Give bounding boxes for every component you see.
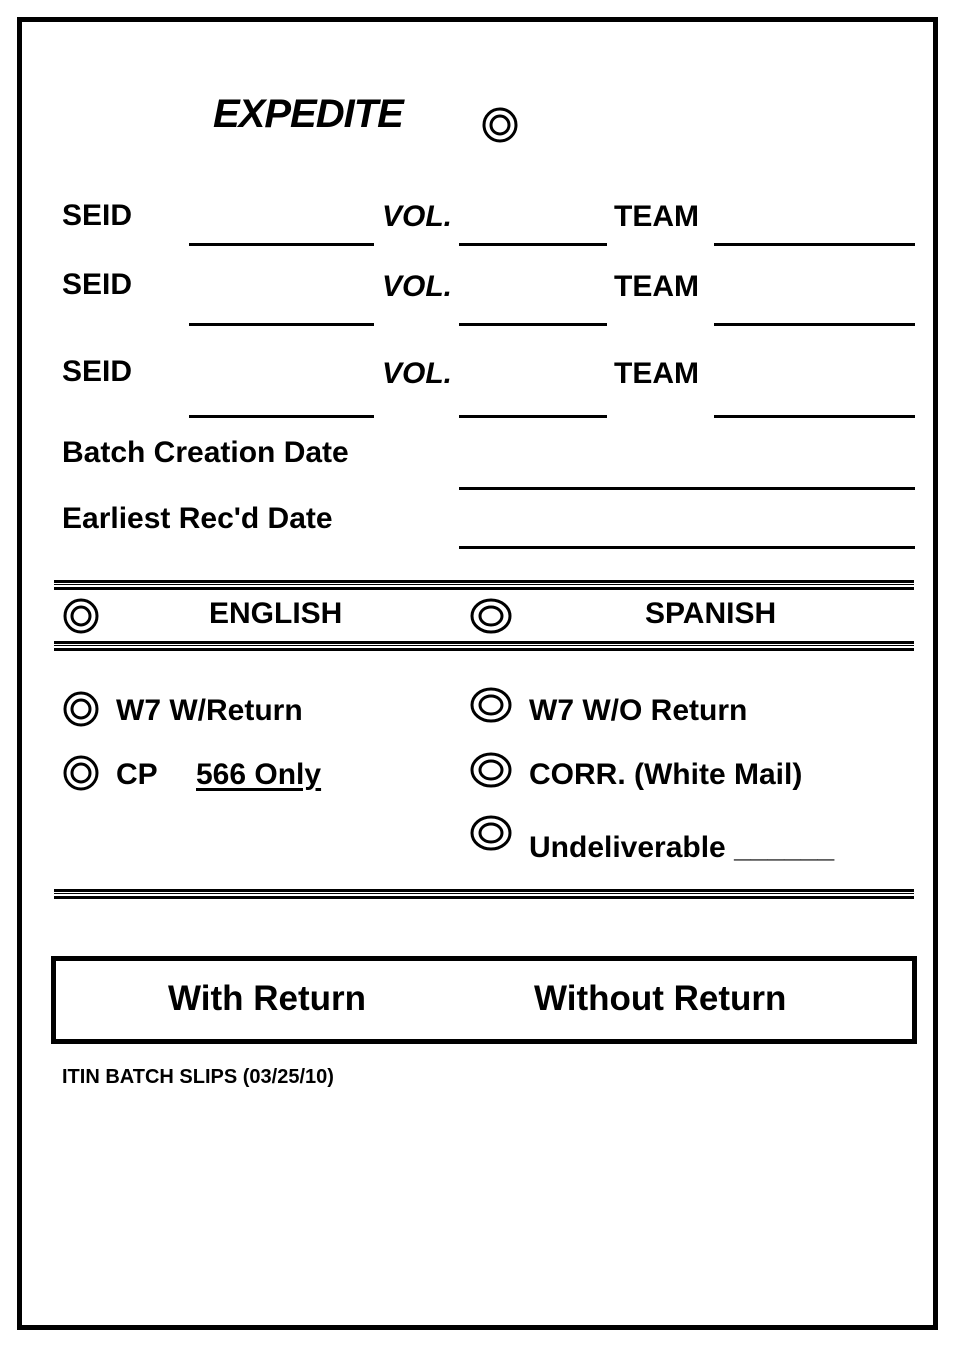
without-return-option[interactable]: Without Return (534, 979, 787, 1018)
team-label-2: TEAM (614, 270, 699, 303)
seid-label-3: SEID (62, 355, 133, 388)
earliest-recd-date-label: Earliest Rec'd Date (62, 502, 333, 535)
vol-field-1[interactable] (459, 243, 607, 246)
w7-with-return-radio[interactable] (62, 690, 100, 728)
cp-label: CP (116, 758, 158, 791)
divider-top (54, 580, 914, 590)
team-label-3: TEAM (614, 357, 699, 390)
spanish-label: SPANISH (645, 597, 777, 630)
team-label-1: TEAM (614, 200, 699, 233)
vol-label-1: VOL. (382, 200, 453, 233)
seid-label-1: SEID (62, 199, 133, 232)
w7-without-return-label: W7 W/O Return (529, 694, 748, 727)
expedite-title: EXPEDITE (213, 92, 403, 136)
w7-without-return-radio[interactable] (469, 686, 507, 724)
radio-circle-icon (469, 597, 513, 635)
seid-field-3[interactable] (189, 415, 374, 418)
radio-circle-icon (62, 690, 100, 728)
radio-circle-icon (62, 754, 100, 792)
english-radio[interactable] (62, 597, 100, 635)
corr-white-mail-label: CORR. (White Mail) (529, 758, 803, 791)
vol-label-3: VOL. (382, 357, 453, 390)
batch-creation-date-field[interactable] (459, 487, 915, 490)
radio-circle-icon (469, 751, 513, 789)
spanish-radio[interactable] (469, 597, 507, 635)
radio-circle-icon (481, 106, 519, 144)
undeliverable-label: Undeliverable ______ (529, 831, 835, 864)
radio-circle-icon (469, 686, 513, 724)
english-label: ENGLISH (209, 597, 343, 630)
team-field-1[interactable] (714, 243, 915, 246)
batch-creation-date-label: Batch Creation Date (62, 436, 349, 469)
seid-field-2[interactable] (189, 323, 374, 326)
vol-field-2[interactable] (459, 323, 607, 326)
radio-circle-icon (469, 814, 513, 852)
earliest-recd-date-field[interactable] (459, 546, 915, 549)
seid-field-1[interactable] (189, 243, 374, 246)
with-return-option[interactable]: With Return (168, 979, 366, 1018)
radio-circle-icon (62, 597, 100, 635)
vol-label-2: VOL. (382, 270, 453, 303)
seid-label-2: SEID (62, 268, 133, 301)
divider-middle (54, 641, 914, 651)
corr-white-mail-radio[interactable] (469, 751, 507, 789)
team-field-3[interactable] (714, 415, 915, 418)
form-id-footer: ITIN BATCH SLIPS (03/25/10) (62, 1066, 334, 1088)
expedite-radio[interactable] (481, 106, 519, 144)
cp-566-radio[interactable] (62, 754, 100, 792)
w7-with-return-label: W7 W/Return (116, 694, 303, 727)
vol-field-3[interactable] (459, 415, 607, 418)
form-frame (17, 17, 938, 1330)
divider-bottom (54, 889, 914, 899)
undeliverable-radio[interactable] (469, 814, 507, 852)
team-field-2[interactable] (714, 323, 915, 326)
cp-566-only-label: 566 Only (196, 758, 322, 791)
